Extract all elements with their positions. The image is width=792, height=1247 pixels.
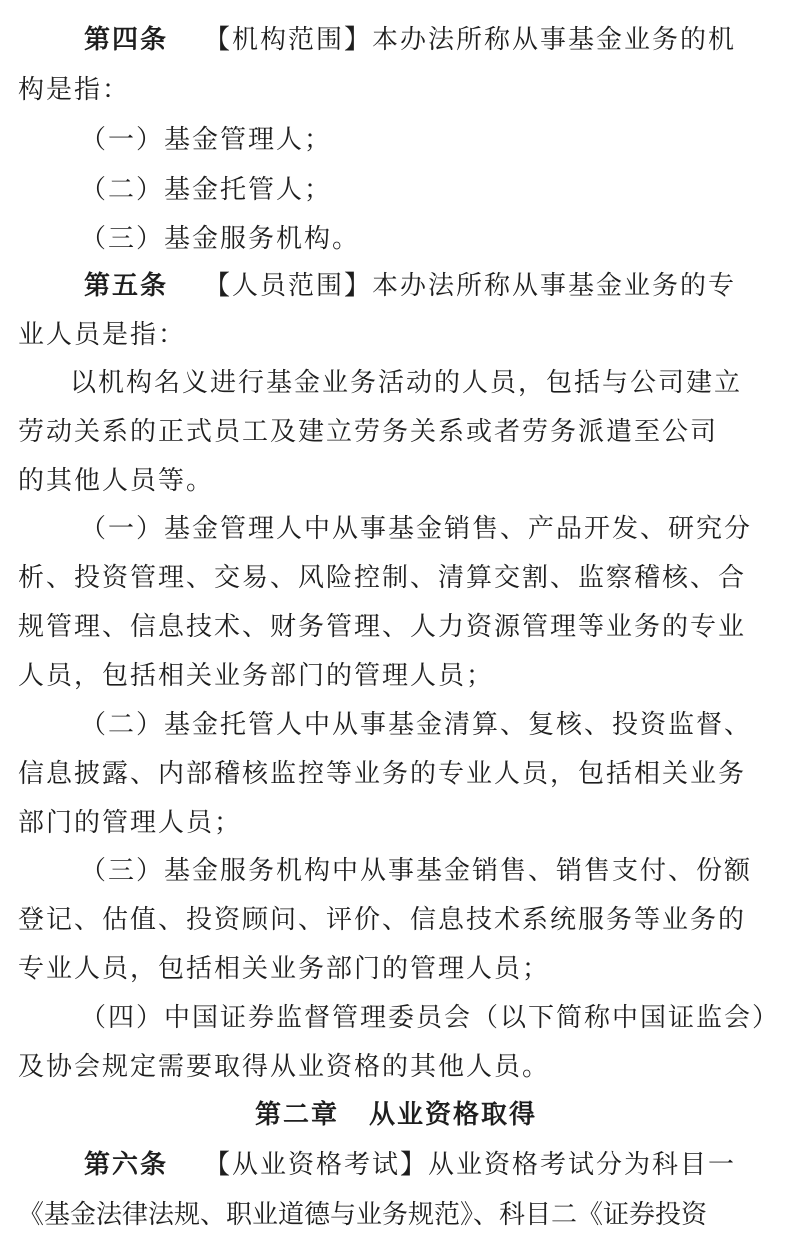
- article5-item2-line: 信息披露、内部稽核监控等业务的专业人员，包括相关业务: [18, 759, 747, 789]
- article5-intro-line: 劳动关系的正式员工及建立劳务关系或者劳务派遣至公司: [18, 417, 719, 447]
- article5-text: 本办法所称从事基金业务的专: [372, 271, 737, 301]
- article5-item3-line: （三）基金服务机构中从事基金销售、销售支付、份额: [80, 856, 753, 886]
- article5-first-line: [0, 261, 792, 311]
- chapter-number: 第二章: [254, 1100, 339, 1130]
- article5-item2-line: 部门的管理人员；: [18, 808, 243, 838]
- article4-first-line: [0, 15, 792, 65]
- article5-text-continued: 业人员是指：: [18, 320, 187, 350]
- article5-item1-line: 规管理、信息技术、财务管理、人力资源管理等业务的专业: [18, 612, 747, 642]
- article5-item1-line: 析、投资管理、交易、风险控制、清算交割、监察稽核、合: [18, 563, 747, 593]
- article5-item4-line: 及协会规定需要取得从业资格的其他人员。: [18, 1052, 551, 1082]
- article5-item4-line: （四）中国证券监督管理委员会（以下简称中国证监会）: [80, 1003, 781, 1033]
- article5-heading: 第五条: [84, 271, 169, 301]
- chapter-heading: [0, 1090, 792, 1140]
- chapter-title: 从业资格取得: [369, 1100, 538, 1130]
- article5-item2-line: （二）基金托管人中从事基金清算、复核、投资监督、: [80, 710, 753, 740]
- article4-item-2: （二）基金托管人；: [80, 175, 333, 205]
- article4-item-3: （三）基金服务机构。: [80, 224, 361, 254]
- article4-heading: 第四条: [84, 25, 169, 55]
- article4-tag: 【机构范围】: [204, 25, 373, 55]
- article6-heading: 第六条: [84, 1150, 169, 1180]
- article6-tag: 【从业资格考试】: [204, 1150, 429, 1180]
- article5-intro-line: 以机构名义进行基金业务活动的人员，包括与公司建立: [70, 368, 743, 398]
- article5-item3-line: 专业人员，包括相关业务部门的管理人员；: [18, 954, 551, 984]
- article6-text: 从业资格考试分为科目一: [428, 1150, 737, 1180]
- article5-intro-line: 的其他人员等。: [18, 466, 215, 496]
- article6-first-line: [0, 1140, 792, 1190]
- article5-item1-line: （一）基金管理人中从事基金销售、产品开发、研究分: [80, 514, 753, 544]
- article4-text-continued: 构是指：: [18, 75, 131, 105]
- article4-item-1: （一）基金管理人；: [80, 125, 333, 155]
- article6-text-continued: 《基金法律法规、职业道德与业务规范》、科目二《证券投资: [18, 1200, 708, 1230]
- article5-tag: 【人员范围】: [204, 271, 373, 301]
- article5-item1-line: 人员，包括相关业务部门的管理人员；: [18, 661, 495, 691]
- article5-item3-line: 登记、估值、投资顾问、评价、信息技术系统服务等业务的: [18, 905, 747, 935]
- article4-text: 本办法所称从事基金业务的机: [372, 25, 737, 55]
